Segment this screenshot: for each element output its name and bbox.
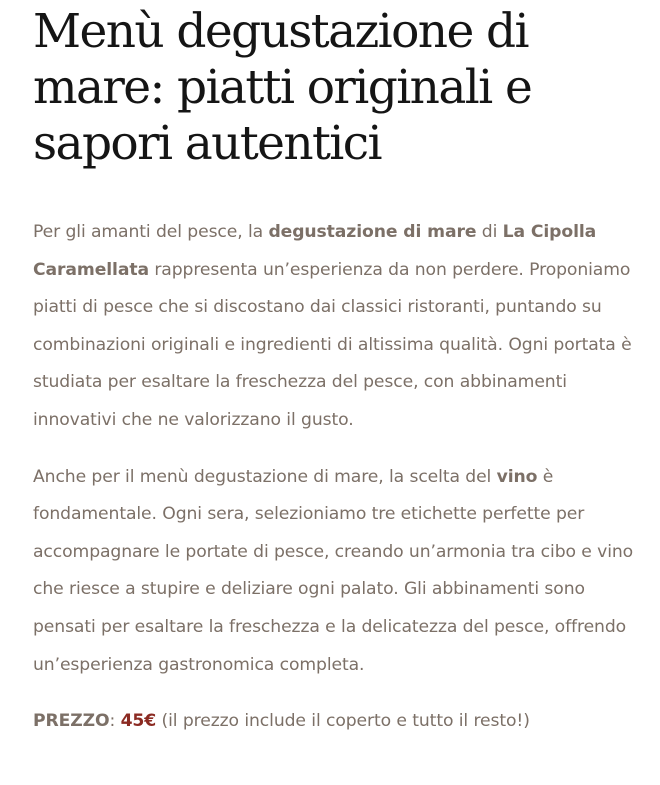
price-label: PREZZO <box>33 711 110 732</box>
paragraph-text: rappresenta un’esperienza da non perdere. Proponiamo piatti di pesce che si discostano dai classici ristoranti, puntando su combinazioni originali e ingredienti di altissima qualità. Ogni portata è studiata per esaltare la freschezza del pesce, con abbinamenti innovativi che ne valorizzano il gusto. <box>33 259 632 430</box>
page-title: Menù degustazione di mare: piatti originali e sapori autentici <box>33 4 532 171</box>
price-line <box>33 703 648 741</box>
wine-paragraph <box>33 459 648 685</box>
paragraph-text: di <box>476 222 503 242</box>
paragraph-text: è fondamentale. Ogni sera, selezioniamo tre etichette perfette per accompagnare le portate di pesce, creando un’armonia tra cibo e vino che riesce a stupire e deliziare ogni palato. Gli abbinamenti sono pensati per esaltare la freschezza e la delicatezza del pesce, offrendo un’esperienza gastronomica completa. <box>33 466 634 675</box>
article <box>33 0 648 741</box>
price-value: 45€ <box>120 711 157 732</box>
paragraph-text: Anche per il menù degustazione di mare, la scelta del <box>33 466 497 487</box>
highlight-vino: vino <box>496 466 538 487</box>
paragraph-text: Per gli amanti del pesce, la <box>33 222 269 242</box>
highlight-degustazione: degustazione di mare <box>268 222 477 242</box>
price-separator: : <box>109 711 121 732</box>
highlight-restaurant-name: La Cipolla Caramellata <box>33 222 597 280</box>
intro-paragraph <box>33 214 648 440</box>
price-note: (il prezzo include il coperto e tutto il resto!) <box>156 711 530 732</box>
